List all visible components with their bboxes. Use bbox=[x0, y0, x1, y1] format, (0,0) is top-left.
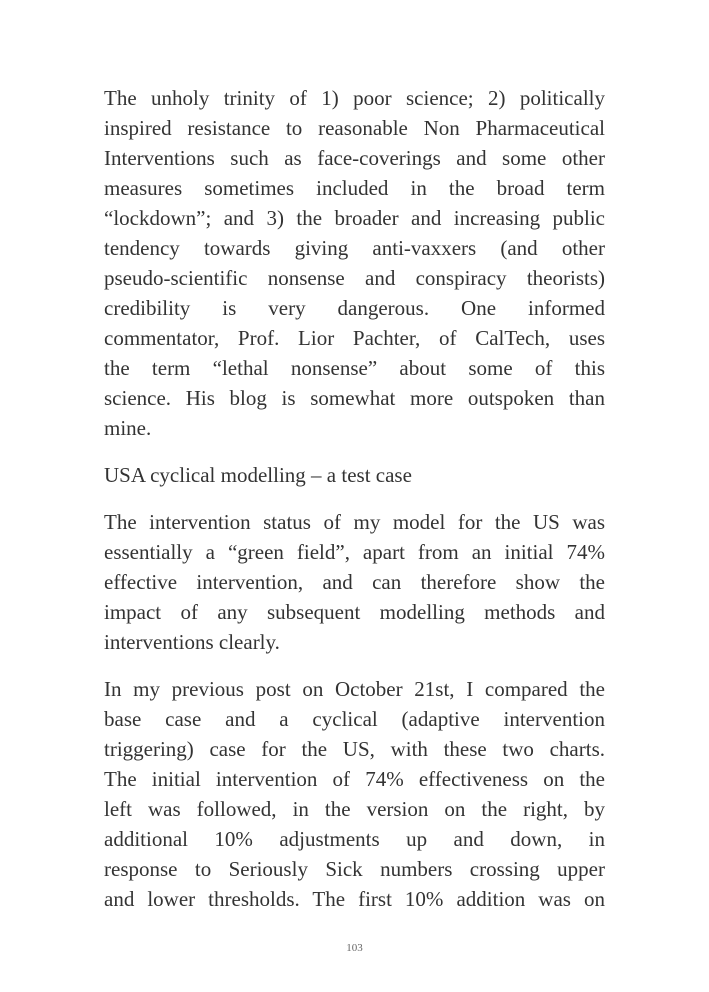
text-line: interventions clearly. bbox=[104, 630, 280, 654]
text-line: tendency towards giving anti-vaxxers (and other bbox=[104, 236, 605, 260]
text-line: measures sometimes included in the broad term bbox=[104, 176, 605, 200]
text-line: “lockdown”; and 3) the broader and increasing public bbox=[104, 206, 605, 230]
text-line: left was followed, in the version on the right, by bbox=[104, 797, 605, 821]
text-line: impact of any subsequent modelling methods and bbox=[104, 600, 605, 624]
text-line: The intervention status of my model for the US was bbox=[104, 510, 605, 534]
text-line: response to Seriously Sick numbers crossing upper bbox=[104, 857, 605, 881]
text-line: commentator, Prof. Lior Pachter, of CalTech, uses bbox=[104, 326, 605, 350]
text-line: base case and a cyclical (adaptive intervention bbox=[104, 707, 605, 731]
text-line: effective intervention, and can therefore show the bbox=[104, 570, 605, 594]
text-line: Interventions such as face-coverings and some other bbox=[104, 146, 605, 170]
text-line: USA cyclical modelling – a test case bbox=[104, 463, 412, 487]
text-line: triggering) case for the US, with these two charts. bbox=[104, 737, 605, 761]
text-line: inspired resistance to reasonable Non Pharmaceutical bbox=[104, 116, 605, 140]
page-number: 103 bbox=[346, 942, 363, 954]
text-line: The unholy trinity of 1) poor science; 2) politically bbox=[104, 86, 605, 110]
text-line: additional 10% adjustments up and down, in bbox=[104, 827, 605, 851]
text-line: essentially a “green field”, apart from an initial 74% bbox=[104, 540, 605, 564]
text-line: and lower thresholds. The first 10% addition was on bbox=[104, 887, 605, 911]
section-heading bbox=[104, 460, 605, 490]
page-body bbox=[104, 83, 605, 931]
text-line: the term “lethal nonsense” about some of this bbox=[104, 356, 605, 380]
text-line: science. His blog is somewhat more outspoken than bbox=[104, 386, 605, 410]
paragraph bbox=[104, 83, 605, 443]
text-line: The initial intervention of 74% effectiveness on the bbox=[104, 767, 605, 791]
paragraph bbox=[104, 507, 605, 657]
paragraph bbox=[104, 674, 605, 914]
text-line: pseudo-scientific nonsense and conspiracy theorists) bbox=[104, 266, 605, 290]
text-line: In my previous post on October 21st, I compared the bbox=[104, 677, 605, 701]
text-line: credibility is very dangerous. One informed bbox=[104, 296, 605, 320]
text-line: mine. bbox=[104, 416, 152, 440]
